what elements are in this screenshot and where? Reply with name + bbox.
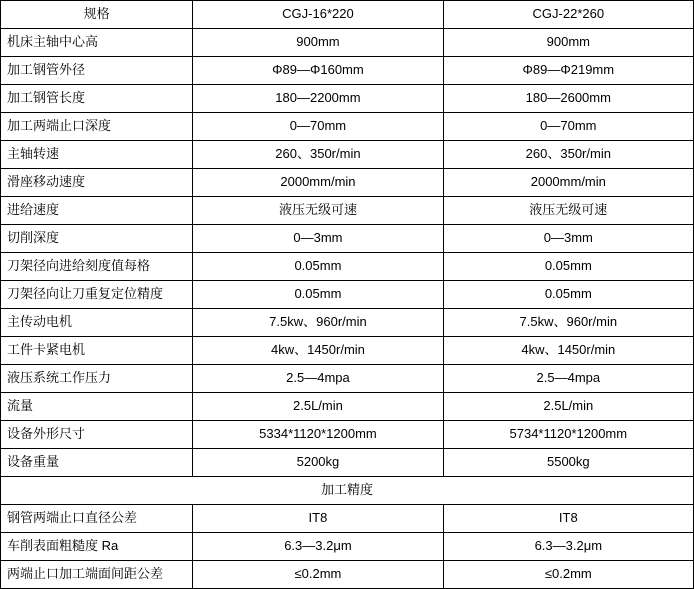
table-row [1,281,694,309]
table-row [1,365,694,393]
row-value-2: 900mm [443,29,693,57]
table-row [1,421,694,449]
row-value-2: 6.3—3.2μm [443,533,693,561]
table-row [1,225,694,253]
row-value-1: 7.5kw、960r/min [193,309,443,337]
row-label: 机床主轴中心高 [1,29,193,57]
row-value-2: 0—3mm [443,225,693,253]
table-row [1,561,694,589]
section-header-row [1,477,694,505]
row-value-2: 2.5—4mpa [443,365,693,393]
table-row [1,309,694,337]
row-label: 刀架径向进给刻度值每格 [1,253,193,281]
table-row [1,29,694,57]
row-value-1: 5200kg [193,449,443,477]
row-value-1: ≤0.2mm [193,561,443,589]
header-column-1: CGJ-16*220 [193,1,443,29]
row-value-2: 260、350r/min [443,141,693,169]
row-label: 加工钢管外径 [1,57,193,85]
table-header-row [1,1,694,29]
row-value-1: 2000mm/min [193,169,443,197]
row-value-1: 0.05mm [193,253,443,281]
row-value-1: 液压无级可速 [193,197,443,225]
table-row [1,253,694,281]
row-label: 加工两端止口深度 [1,113,193,141]
section-title: 加工精度 [1,477,694,505]
row-value-2: 7.5kw、960r/min [443,309,693,337]
row-label: 切削深度 [1,225,193,253]
header-label-cell: 规格 [1,1,193,29]
row-label: 主传动电机 [1,309,193,337]
row-label: 钢管两端止口直径公差 [1,505,193,533]
row-value-1: 4kw、1450r/min [193,337,443,365]
row-value-1: IT8 [193,505,443,533]
row-value-1: 2.5L/min [193,393,443,421]
row-value-1: 2.5—4mpa [193,365,443,393]
row-label: 液压系统工作压力 [1,365,193,393]
table-row [1,85,694,113]
row-value-2: 2000mm/min [443,169,693,197]
row-value-1: 900mm [193,29,443,57]
table-body [1,1,694,589]
row-label: 车削表面粗糙度 Ra [1,533,193,561]
row-label: 流量 [1,393,193,421]
row-label: 刀架径向让刀重复定位精度 [1,281,193,309]
row-value-2: 5734*1120*1200mm [443,421,693,449]
table-row [1,533,694,561]
row-label: 主轴转速 [1,141,193,169]
row-value-1: 0—70mm [193,113,443,141]
table-row [1,393,694,421]
row-label: 工件卡紧电机 [1,337,193,365]
row-value-2: 0.05mm [443,253,693,281]
row-value-1: 5334*1120*1200mm [193,421,443,449]
row-value-2: 4kw、1450r/min [443,337,693,365]
row-label: 进给速度 [1,197,193,225]
header-column-2: CGJ-22*260 [443,1,693,29]
row-value-2: 液压无级可速 [443,197,693,225]
row-value-2: IT8 [443,505,693,533]
row-label: 设备外形尺寸 [1,421,193,449]
row-value-1: 0—3mm [193,225,443,253]
row-value-2: 180—2600mm [443,85,693,113]
row-value-1: 180—2200mm [193,85,443,113]
row-label: 两端止口加工端面间距公差 [1,561,193,589]
table-row [1,449,694,477]
row-value-2: Φ89—Φ219mm [443,57,693,85]
row-value-2: ≤0.2mm [443,561,693,589]
row-value-1: 0.05mm [193,281,443,309]
row-value-2: 0.05mm [443,281,693,309]
row-label: 滑座移动速度 [1,169,193,197]
row-label: 设备重量 [1,449,193,477]
row-label: 加工钢管长度 [1,85,193,113]
table-row [1,169,694,197]
row-value-1: 6.3—3.2μm [193,533,443,561]
row-value-2: 5500kg [443,449,693,477]
table-row [1,337,694,365]
table-row [1,57,694,85]
row-value-1: Φ89—Φ160mm [193,57,443,85]
row-value-2: 2.5L/min [443,393,693,421]
row-value-1: 260、350r/min [193,141,443,169]
table-row [1,113,694,141]
table-row [1,141,694,169]
row-value-2: 0—70mm [443,113,693,141]
table-row [1,505,694,533]
table-row [1,197,694,225]
